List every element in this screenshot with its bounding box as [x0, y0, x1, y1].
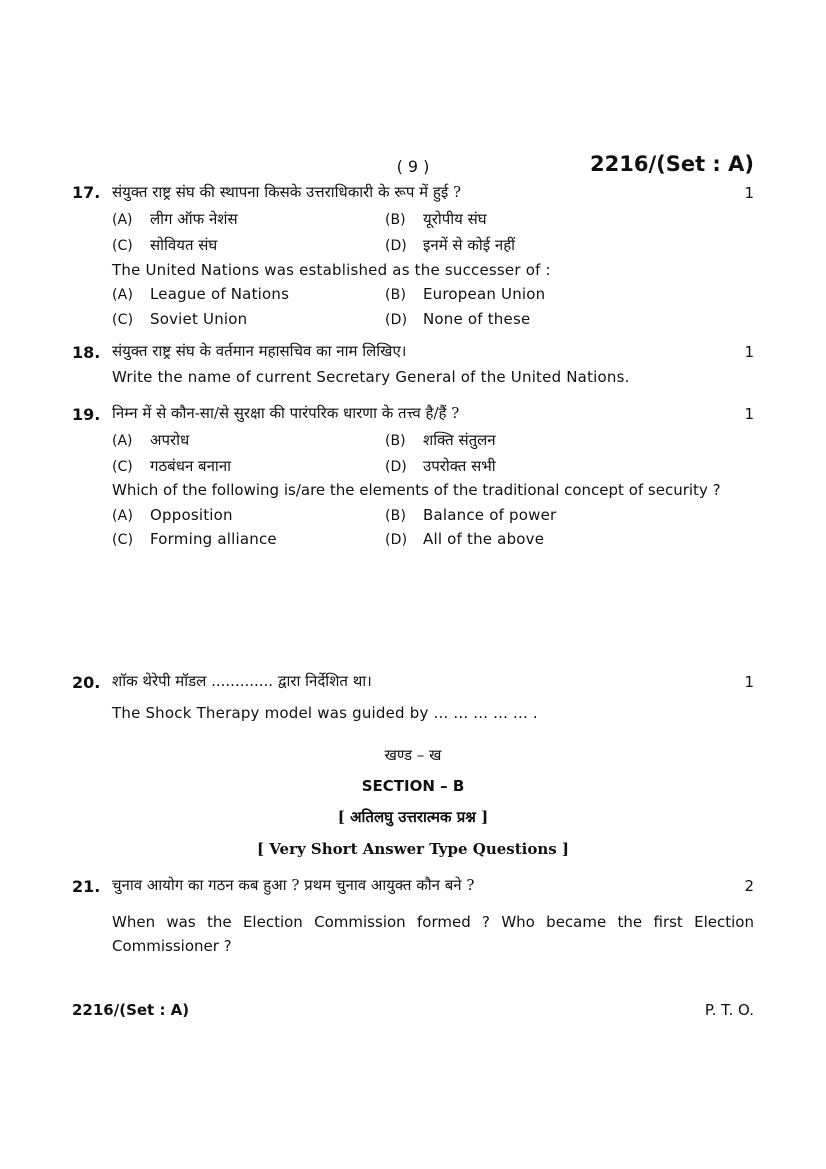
question-20-hindi: शॉक थेरेपी मॉडल ............. द्वारा निर्देशित था।	[112, 672, 372, 690]
q19-english-option-b: (B) Balance of power	[385, 506, 557, 524]
question-20-english: The Shock Therapy model was guided by ... ... ... ... ... .	[112, 704, 538, 722]
question-18-english: Write the name of current Secretary General of the United Nations.	[112, 368, 630, 386]
q17-hindi-option-d: (D) इनमें से कोई नहीं	[385, 236, 516, 254]
q19-hindi-option-a: (A) अपरोध	[112, 431, 190, 449]
question-17-number: 17.	[72, 183, 101, 202]
q17-english-option-d: (D) None of these	[385, 310, 531, 328]
q17-english-option-b: (B) European Union	[385, 285, 546, 303]
question-18-hindi: संयुक्त राष्ट्र संघ के वर्तमान महासचिव का नाम लिखिए।	[112, 342, 407, 360]
set-code-header: 2216/(Set : A)	[590, 152, 754, 176]
section-title-english: SECTION – B	[361, 777, 465, 795]
question-19-hindi: निम्न में से कौन-सा/से सुरक्षा की पारंपरिक धारणा के तत्त्व है/हैं ?	[112, 404, 460, 422]
q17-hindi-option-a: (A) लीग ऑफ नेशंस	[112, 210, 238, 228]
question-17-marks: 1	[744, 184, 754, 202]
q17-hindi-option-b: (B) यूरोपीय संघ	[385, 210, 487, 228]
question-21-number: 21.	[72, 877, 101, 896]
question-18-number: 18.	[72, 343, 101, 362]
section-subtitle-english: [ Very Short Answer Type Questions ]	[256, 840, 570, 858]
question-19-number: 19.	[72, 405, 101, 424]
question-21-english: When was the Election Commission formed ? Who became the first Election Commissioner ?	[112, 913, 754, 955]
question-20-marks: 1	[744, 673, 754, 691]
footer-pto: P. T. O.	[704, 1001, 754, 1019]
q17-english-option-c: (C) Soviet Union	[112, 310, 248, 328]
question-20-number: 20.	[72, 673, 101, 692]
question-21-hindi: चुनाव आयोग का गठन कब हुआ ? प्रथम चुनाव आयुक्त कौन बने ?	[112, 876, 475, 894]
page-number: ( 9 )	[396, 157, 430, 176]
q19-english-option-c: (C) Forming alliance	[112, 530, 277, 548]
q19-hindi-option-c: (C) गठबंधन बनाना	[112, 457, 232, 475]
question-19-marks: 1	[744, 405, 754, 423]
q17-hindi-option-c: (C) सोवियत संघ	[112, 236, 218, 254]
q17-english-option-a: (A) League of Nations	[112, 285, 290, 303]
section-subtitle-hindi: [ अतिलघु उत्तरात्मक प्रश्न ]	[337, 808, 489, 826]
q19-english-option-a: (A) Opposition	[112, 506, 233, 524]
q19-english-option-d: (D) All of the above	[385, 530, 545, 548]
question-19-english: Which of the following is/are the elements of the traditional concept of security ?	[112, 481, 721, 499]
question-17-hindi: संयुक्त राष्ट्र संघ की स्थापना किसके उत्तराधिकारी के रूप में हुई ?	[112, 183, 462, 201]
q19-hindi-option-b: (B) शक्ति संतुलन	[385, 431, 496, 449]
q19-hindi-option-d: (D) उपरोक्त सभी	[385, 457, 496, 475]
footer-set-code: 2216/(Set : A)	[72, 1001, 190, 1019]
question-21-marks: 2	[744, 877, 754, 895]
question-18-marks: 1	[744, 343, 754, 361]
section-title-hindi: खण्ड – ख	[384, 746, 442, 764]
question-17-english: The United Nations was established as the successer of :	[112, 261, 551, 279]
